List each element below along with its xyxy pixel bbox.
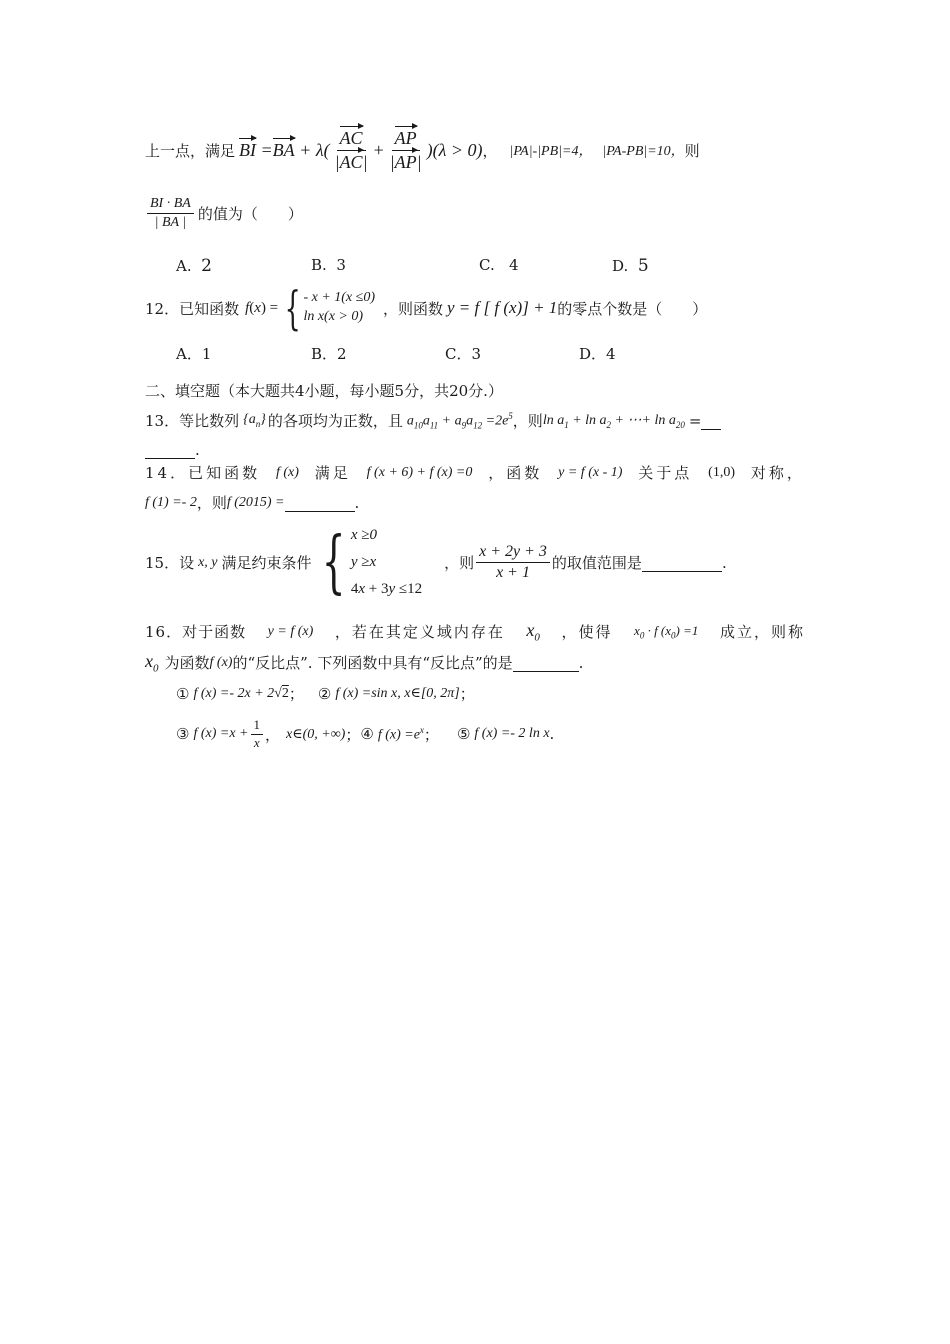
- q11-option-d: D. 5: [612, 256, 649, 276]
- q16-num: 16．对于函数: [145, 623, 247, 642]
- q15-fraction: $\frac{x + 2y + 3}{x + 1}$: [476, 543, 550, 583]
- q12-mid: ，则函数: [382, 299, 443, 318]
- q11-then: 则: [684, 141, 700, 160]
- q13-then: ，则: [512, 412, 543, 430]
- q11-line1: [145, 128, 700, 172]
- q12-piecewise: { - x + 1(x ≤0) ln x(x > 0): [284, 281, 375, 335]
- q11-vector-equation: BI = BA + λ( $\frac{AC}{|AC|}$ + $\frac{AP}{|AP|}$ )(λ > 0): [239, 128, 483, 172]
- q12-composite: y = f [ f (x)] + 1: [447, 298, 558, 317]
- q13-num: 13．等比数列: [145, 412, 240, 430]
- q16-blank: [513, 653, 579, 672]
- q12-option-c: C．3: [445, 345, 482, 363]
- q14-satisfy: 满足: [314, 464, 351, 482]
- q14-line2: f (1) =- 2 ，则 f (2015) = .: [145, 493, 360, 512]
- q16-text1: ，若在其定义域内存在: [334, 623, 505, 642]
- q16-text4: 为函数: [164, 654, 210, 673]
- q16-item-4: ④: [360, 725, 374, 744]
- q16-line2: $x_0$ 为函数 f (x) 的“反比点”. 下列函数中具有“反比点”的是 .: [145, 651, 584, 675]
- q13-blank-b: [145, 440, 195, 459]
- q13-mid: 的各项均为正数，且: [267, 412, 403, 430]
- q16-item-2: ②: [317, 684, 332, 703]
- q15-cond: 满足约束条件: [221, 554, 312, 572]
- q16-line1: 16．对于函数 y = f (x) ，若在其定义域内存在 $x_0$ ，使得 $x_0 \cdot f$ $(x_0) =1$ 成立，则称: [145, 620, 805, 644]
- q11-option-a: A. 2: [176, 256, 212, 276]
- q11-option-c: C. 4: [479, 256, 519, 274]
- q12-case-2: ln x(x > 0): [303, 309, 364, 324]
- q13-line2: [145, 440, 200, 459]
- q12-line: 12．已知函数 f ( x ) = { - x + 1(x ≤0) ln x(x > 0) ，则函数 y = f [ f (x)] + 1 的零点个数是（ ）: [145, 281, 708, 335]
- q14-then: ，则: [196, 494, 227, 512]
- q16-text3: 成立，则称: [719, 623, 805, 642]
- q12-option-b: B．2: [311, 345, 347, 363]
- q11-comma: ，: [482, 141, 498, 160]
- q16-item-3: ③: [176, 725, 190, 744]
- q15-then: ，则: [444, 554, 475, 572]
- q16-text2: ，使得: [561, 623, 613, 642]
- q15-tail: 的取值范围是: [551, 554, 642, 572]
- q11-condition-1: |PA|-|PB|=4，: [509, 144, 593, 160]
- q12-option-d: D．4: [579, 345, 616, 363]
- q13-line: 13．等比数列 $\{a_n\}$ 的各项均为正数，且 $a_{10}a_{11} + a_9a_{12} =2e^5$ ，则 $\ln a_1 + \ln a_2$ + ⋯+ $\ln a_{20}$ =: [145, 410, 721, 431]
- q15-blank: [642, 553, 722, 572]
- q12-num: 12．已知函数: [145, 299, 240, 318]
- q12-case-1: - x + 1(x ≤0): [303, 290, 375, 306]
- q16-item-5: ⑤: [456, 725, 471, 744]
- q13-eq: =: [688, 411, 702, 430]
- q15-constraints: { x ≥0 y ≥x 4x + 3y ≤12: [321, 522, 423, 602]
- q11-prefix: 上一点，满足: [145, 141, 236, 160]
- q16-text5: 的“反比点”. 下列函数中具有“反比点”的是: [232, 654, 513, 673]
- q15-end: .: [721, 553, 727, 572]
- section-2-heading: 二、填空题（本大题共4小题，每小题5分，共20分.）: [145, 382, 503, 400]
- q14-end: .: [354, 493, 360, 512]
- q11-ask: 的值为（ ）: [197, 205, 303, 224]
- q13-blank-a: [701, 411, 721, 430]
- q15-num: 15．设: [145, 554, 195, 572]
- q14-sym-end: 对称，: [750, 464, 805, 482]
- q16-options-row-2: ③ f (x) =x + $\frac{1}{x}$ ， x∈(0, +∞) ； ④ f $(x) =e^x$ ； ⑤ f (x) =- 2 ln x .: [176, 717, 555, 750]
- q14-num: 14．已知函数: [145, 464, 261, 482]
- q14-line1: 14．已知函数 f (x) 满足 f (x + 6) + f (x) =0 ，函数 y = f (x - 1) 关于点 (1,0) 对称，: [145, 464, 805, 482]
- q11-condition-2: |PA-PB|=10，: [602, 144, 685, 160]
- q13-end: .: [195, 440, 200, 459]
- q14-func: ，函数: [488, 464, 543, 482]
- q14-blank: [285, 493, 355, 512]
- q14-sym: 关于点: [638, 464, 693, 482]
- q11-line2: [145, 196, 303, 231]
- q16-item-1: ①: [176, 684, 190, 703]
- q12-tail: 的零点个数是（ ）: [557, 299, 708, 318]
- q16-end: .: [578, 653, 584, 672]
- q16-options-row-1: ① f (x) =- 2x + 2√2 ； ② f (x) =sin x, x∈[0, 2π] ；: [176, 684, 475, 703]
- q11-fraction: $\frac{BI \cdot BA}{| BA |}$: [147, 196, 194, 231]
- q11-option-b: B. 3: [311, 256, 346, 274]
- q15-line: 15．设 x, y 满足约束条件 { x ≥0 y ≥x 4x + 3y ≤12 ，则 $\frac{x + 2y + 3}{x + 1}$ 的取值范围是 .: [145, 522, 727, 602]
- q12-option-a: A．1: [176, 345, 212, 363]
